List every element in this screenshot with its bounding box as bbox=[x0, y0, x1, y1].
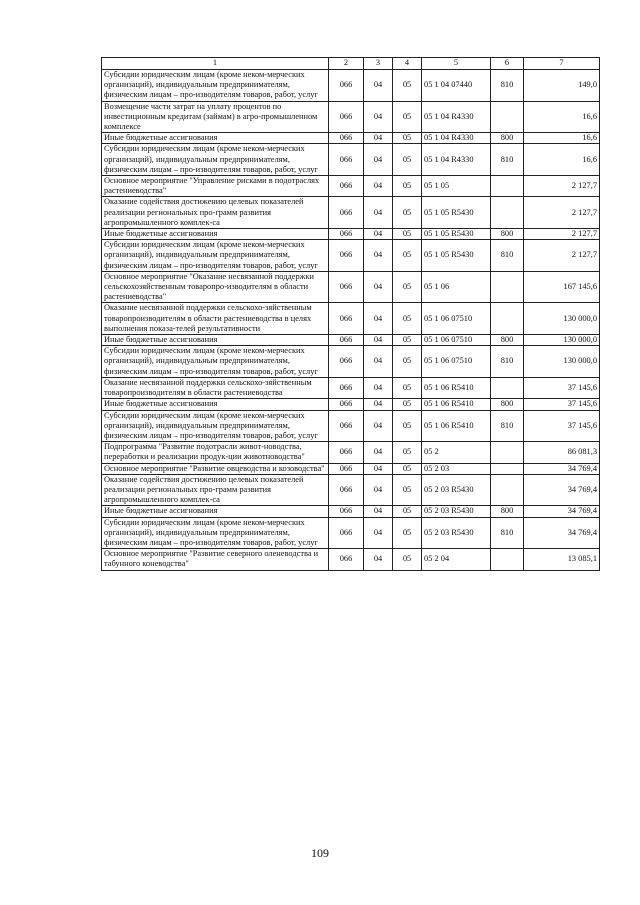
cell-name: Иные бюджетные ассигнования bbox=[102, 133, 329, 144]
cell-amount: 34 769,4 bbox=[524, 517, 600, 549]
cell-ministry: 066 bbox=[329, 240, 364, 272]
cell-section: 04 bbox=[364, 474, 393, 506]
table-row bbox=[102, 271, 600, 303]
cell-section: 04 bbox=[364, 303, 393, 335]
cell-type: 810 bbox=[491, 517, 524, 549]
cell-section: 04 bbox=[364, 133, 393, 144]
cell-ministry: 066 bbox=[329, 133, 364, 144]
cell-section: 04 bbox=[364, 229, 393, 240]
cell-section: 04 bbox=[364, 70, 393, 102]
cell-amount: 16,6 bbox=[524, 144, 600, 176]
cell-amount: 34 769,4 bbox=[524, 506, 600, 517]
cell-ministry: 066 bbox=[329, 303, 364, 335]
cell-ministry: 066 bbox=[329, 346, 364, 378]
cell-ministry: 066 bbox=[329, 463, 364, 474]
cell-ministry: 066 bbox=[329, 335, 364, 346]
header-cell-name: 1 bbox=[102, 58, 329, 70]
cell-target: 05 1 05 bbox=[422, 176, 491, 197]
cell-ministry: 066 bbox=[329, 399, 364, 410]
cell-section: 04 bbox=[364, 240, 393, 272]
cell-amount: 34 769,4 bbox=[524, 474, 600, 506]
cell-target: 05 1 04 R4330 bbox=[422, 133, 491, 144]
cell-target: 05 1 06 R5410 bbox=[422, 399, 491, 410]
cell-ministry: 066 bbox=[329, 377, 364, 398]
cell-name: Иные бюджетные ассигнования bbox=[102, 506, 329, 517]
cell-name: Основное мероприятие "Оказание несвязанной поддержки сельскохозяйственным товаропро-изводителям в области растениеводства" bbox=[102, 271, 329, 303]
cell-type: 800 bbox=[491, 335, 524, 346]
cell-subsection: 05 bbox=[393, 463, 422, 474]
cell-ministry: 066 bbox=[329, 271, 364, 303]
cell-target: 05 1 04 R4330 bbox=[422, 101, 491, 133]
cell-type: 800 bbox=[491, 229, 524, 240]
cell-type: 810 bbox=[491, 346, 524, 378]
table-row bbox=[102, 240, 600, 272]
cell-subsection: 05 bbox=[393, 101, 422, 133]
cell-section: 04 bbox=[364, 271, 393, 303]
cell-name: Иные бюджетные ассигнования bbox=[102, 229, 329, 240]
cell-ministry: 066 bbox=[329, 506, 364, 517]
cell-amount: 16,6 bbox=[524, 101, 600, 133]
cell-ministry: 066 bbox=[329, 144, 364, 176]
budget-table bbox=[101, 57, 600, 571]
cell-target: 05 1 05 R5430 bbox=[422, 197, 491, 229]
cell-subsection: 05 bbox=[393, 133, 422, 144]
cell-ministry: 066 bbox=[329, 70, 364, 102]
cell-amount: 2 127,7 bbox=[524, 229, 600, 240]
cell-type bbox=[491, 549, 524, 570]
table-row bbox=[102, 101, 600, 133]
cell-name: Иные бюджетные ассигнования bbox=[102, 335, 329, 346]
cell-name: Основное мероприятие "Управление рисками в подотраслях растениеводства" bbox=[102, 176, 329, 197]
cell-name: Оказание содействия достижению целевых показателей реализации региональных про-грамм развития агропромышленного комплек-са bbox=[102, 474, 329, 506]
cell-ministry: 066 bbox=[329, 474, 364, 506]
cell-subsection: 05 bbox=[393, 377, 422, 398]
cell-target: 05 1 06 07510 bbox=[422, 346, 491, 378]
cell-section: 04 bbox=[364, 197, 393, 229]
cell-name: Оказание несвязанной поддержки сельскохо-зяйственным товаропроизводителям в области растениеводства bbox=[102, 377, 329, 398]
cell-name: Оказание содействия достижению целевых показателей реализации региональных про-грамм развития агропромышленного комплек-са bbox=[102, 197, 329, 229]
cell-amount: 149,0 bbox=[524, 70, 600, 102]
cell-subsection: 05 bbox=[393, 240, 422, 272]
cell-amount: 37 145,6 bbox=[524, 410, 600, 442]
cell-name: Иные бюджетные ассигнования bbox=[102, 399, 329, 410]
cell-name: Субсидии юридическим лицам (кроме неком-мерческих организаций), индивидуальным предпринимателям, физическим лицам – про-изводителям товаров, работ, услуг bbox=[102, 517, 329, 549]
header-cell-ministry: 2 bbox=[329, 58, 364, 70]
cell-target: 05 1 06 07510 bbox=[422, 303, 491, 335]
cell-section: 04 bbox=[364, 176, 393, 197]
cell-amount: 2 127,7 bbox=[524, 176, 600, 197]
cell-section: 04 bbox=[364, 549, 393, 570]
cell-target: 05 2 bbox=[422, 442, 491, 463]
cell-subsection: 05 bbox=[393, 399, 422, 410]
cell-ministry: 066 bbox=[329, 197, 364, 229]
cell-type bbox=[491, 197, 524, 229]
cell-target: 05 2 03 R5430 bbox=[422, 506, 491, 517]
cell-amount: 2 127,7 bbox=[524, 197, 600, 229]
cell-subsection: 05 bbox=[393, 144, 422, 176]
header-cell-amount: 7 bbox=[524, 58, 600, 70]
cell-type bbox=[491, 442, 524, 463]
cell-target: 05 2 03 R5430 bbox=[422, 474, 491, 506]
cell-amount: 34 769,4 bbox=[524, 463, 600, 474]
cell-amount: 130 000,0 bbox=[524, 346, 600, 378]
table-row bbox=[102, 335, 600, 346]
cell-subsection: 05 bbox=[393, 442, 422, 463]
cell-name: Возмещение части затрат на уплату процентов по инвестиционным кредитам (займам) в агро-промышленном комплексе bbox=[102, 101, 329, 133]
table-row bbox=[102, 463, 600, 474]
table-row bbox=[102, 303, 600, 335]
cell-type bbox=[491, 176, 524, 197]
cell-section: 04 bbox=[364, 442, 393, 463]
cell-name: Субсидии юридическим лицам (кроме неком-мерческих организаций), индивидуальным предпринимателям, физическим лицам – про-изводителям товаров, работ, услуг bbox=[102, 240, 329, 272]
cell-ministry: 066 bbox=[329, 442, 364, 463]
cell-target: 05 1 05 R5430 bbox=[422, 229, 491, 240]
header-cell-subsection: 4 bbox=[393, 58, 422, 70]
table-row bbox=[102, 197, 600, 229]
cell-section: 04 bbox=[364, 144, 393, 176]
cell-target: 05 2 03 bbox=[422, 463, 491, 474]
cell-name: Основное мероприятие "Развитие овцеводства и козоводства" bbox=[102, 463, 329, 474]
cell-amount: 2 127,7 bbox=[524, 240, 600, 272]
cell-section: 04 bbox=[364, 517, 393, 549]
cell-name: Субсидии юридическим лицам (кроме неком-мерческих организаций), индивидуальным предпринимателям, физическим лицам – про-изводителям товаров, работ, услуг bbox=[102, 144, 329, 176]
cell-type bbox=[491, 303, 524, 335]
cell-amount: 37 145,6 bbox=[524, 377, 600, 398]
cell-ministry: 066 bbox=[329, 549, 364, 570]
cell-section: 04 bbox=[364, 410, 393, 442]
table-row bbox=[102, 176, 600, 197]
cell-section: 04 bbox=[364, 377, 393, 398]
cell-ministry: 066 bbox=[329, 410, 364, 442]
cell-subsection: 05 bbox=[393, 410, 422, 442]
cell-target: 05 2 04 bbox=[422, 549, 491, 570]
cell-target: 05 1 06 07510 bbox=[422, 335, 491, 346]
cell-amount: 13 085,1 bbox=[524, 549, 600, 570]
cell-subsection: 05 bbox=[393, 197, 422, 229]
cell-subsection: 05 bbox=[393, 303, 422, 335]
table-row bbox=[102, 144, 600, 176]
header-cell-type: 6 bbox=[491, 58, 524, 70]
cell-subsection: 05 bbox=[393, 517, 422, 549]
cell-type bbox=[491, 377, 524, 398]
cell-subsection: 05 bbox=[393, 70, 422, 102]
cell-amount: 167 145,6 bbox=[524, 271, 600, 303]
cell-section: 04 bbox=[364, 463, 393, 474]
cell-target: 05 2 03 R5430 bbox=[422, 517, 491, 549]
table-row bbox=[102, 442, 600, 463]
cell-subsection: 05 bbox=[393, 176, 422, 197]
cell-ministry: 066 bbox=[329, 176, 364, 197]
cell-amount: 130 000,0 bbox=[524, 303, 600, 335]
table-row bbox=[102, 229, 600, 240]
cell-subsection: 05 bbox=[393, 506, 422, 517]
table-row bbox=[102, 410, 600, 442]
cell-type bbox=[491, 101, 524, 133]
cell-type: 800 bbox=[491, 399, 524, 410]
cell-name: Подпрограмма "Развитие подотрасли живот-новодства, переработки и реализации продук-ции животноводства" bbox=[102, 442, 329, 463]
cell-ministry: 066 bbox=[329, 101, 364, 133]
header-row bbox=[102, 58, 600, 70]
cell-amount: 37 145,6 bbox=[524, 399, 600, 410]
cell-target: 05 1 06 R5410 bbox=[422, 410, 491, 442]
cell-ministry: 066 bbox=[329, 229, 364, 240]
cell-target: 05 1 04 07440 bbox=[422, 70, 491, 102]
cell-subsection: 05 bbox=[393, 346, 422, 378]
table-row bbox=[102, 517, 600, 549]
table-row bbox=[102, 70, 600, 102]
table-row bbox=[102, 474, 600, 506]
cell-amount: 16,6 bbox=[524, 133, 600, 144]
cell-section: 04 bbox=[364, 399, 393, 410]
cell-section: 04 bbox=[364, 101, 393, 133]
table-row bbox=[102, 346, 600, 378]
cell-name: Оказание несвязанной поддержки сельскохо-зяйственным товаропроизводителям в области растениеводства в целях выполнения показа-телей результативности bbox=[102, 303, 329, 335]
page-number: 109 bbox=[311, 846, 329, 860]
cell-subsection: 05 bbox=[393, 229, 422, 240]
cell-target: 05 1 05 R5430 bbox=[422, 240, 491, 272]
cell-type bbox=[491, 474, 524, 506]
cell-type: 810 bbox=[491, 144, 524, 176]
cell-type: 810 bbox=[491, 70, 524, 102]
table-row bbox=[102, 399, 600, 410]
cell-subsection: 05 bbox=[393, 474, 422, 506]
cell-type: 810 bbox=[491, 240, 524, 272]
header-cell-section: 3 bbox=[364, 58, 393, 70]
cell-section: 04 bbox=[364, 346, 393, 378]
cell-target: 05 1 06 bbox=[422, 271, 491, 303]
cell-subsection: 05 bbox=[393, 271, 422, 303]
cell-name: Основное мероприятие "Развитие северного оленеводства и табунного коневодства" bbox=[102, 549, 329, 570]
table-row bbox=[102, 506, 600, 517]
cell-subsection: 05 bbox=[393, 549, 422, 570]
cell-ministry: 066 bbox=[329, 517, 364, 549]
cell-target: 05 1 06 R5410 bbox=[422, 377, 491, 398]
table-row bbox=[102, 133, 600, 144]
cell-amount: 86 081,3 bbox=[524, 442, 600, 463]
cell-name: Субсидии юридическим лицам (кроме неком-мерческих организаций), индивидуальным предпринимателям, физическим лицам – про-изводителям товаров, работ, услуг bbox=[102, 70, 329, 102]
cell-target: 05 1 04 R4330 bbox=[422, 144, 491, 176]
cell-type bbox=[491, 271, 524, 303]
table-row bbox=[102, 549, 600, 570]
cell-name: Субсидии юридическим лицам (кроме неком-мерческих организаций), индивидуальным предпринимателям, физическим лицам – про-изводителям товаров, работ, услуг bbox=[102, 346, 329, 378]
cell-section: 04 bbox=[364, 506, 393, 517]
cell-type: 810 bbox=[491, 410, 524, 442]
cell-type: 800 bbox=[491, 133, 524, 144]
cell-type: 800 bbox=[491, 506, 524, 517]
table-body bbox=[102, 70, 600, 571]
header-cell-target: 5 bbox=[422, 58, 491, 70]
cell-subsection: 05 bbox=[393, 335, 422, 346]
cell-section: 04 bbox=[364, 335, 393, 346]
cell-amount: 130 000,0 bbox=[524, 335, 600, 346]
cell-name: Субсидии юридическим лицам (кроме неком-мерческих организаций), индивидуальным предпринимателям, физическим лицам – про-изводителям товаров, работ, услуг bbox=[102, 410, 329, 442]
table-row bbox=[102, 377, 600, 398]
cell-type bbox=[491, 463, 524, 474]
